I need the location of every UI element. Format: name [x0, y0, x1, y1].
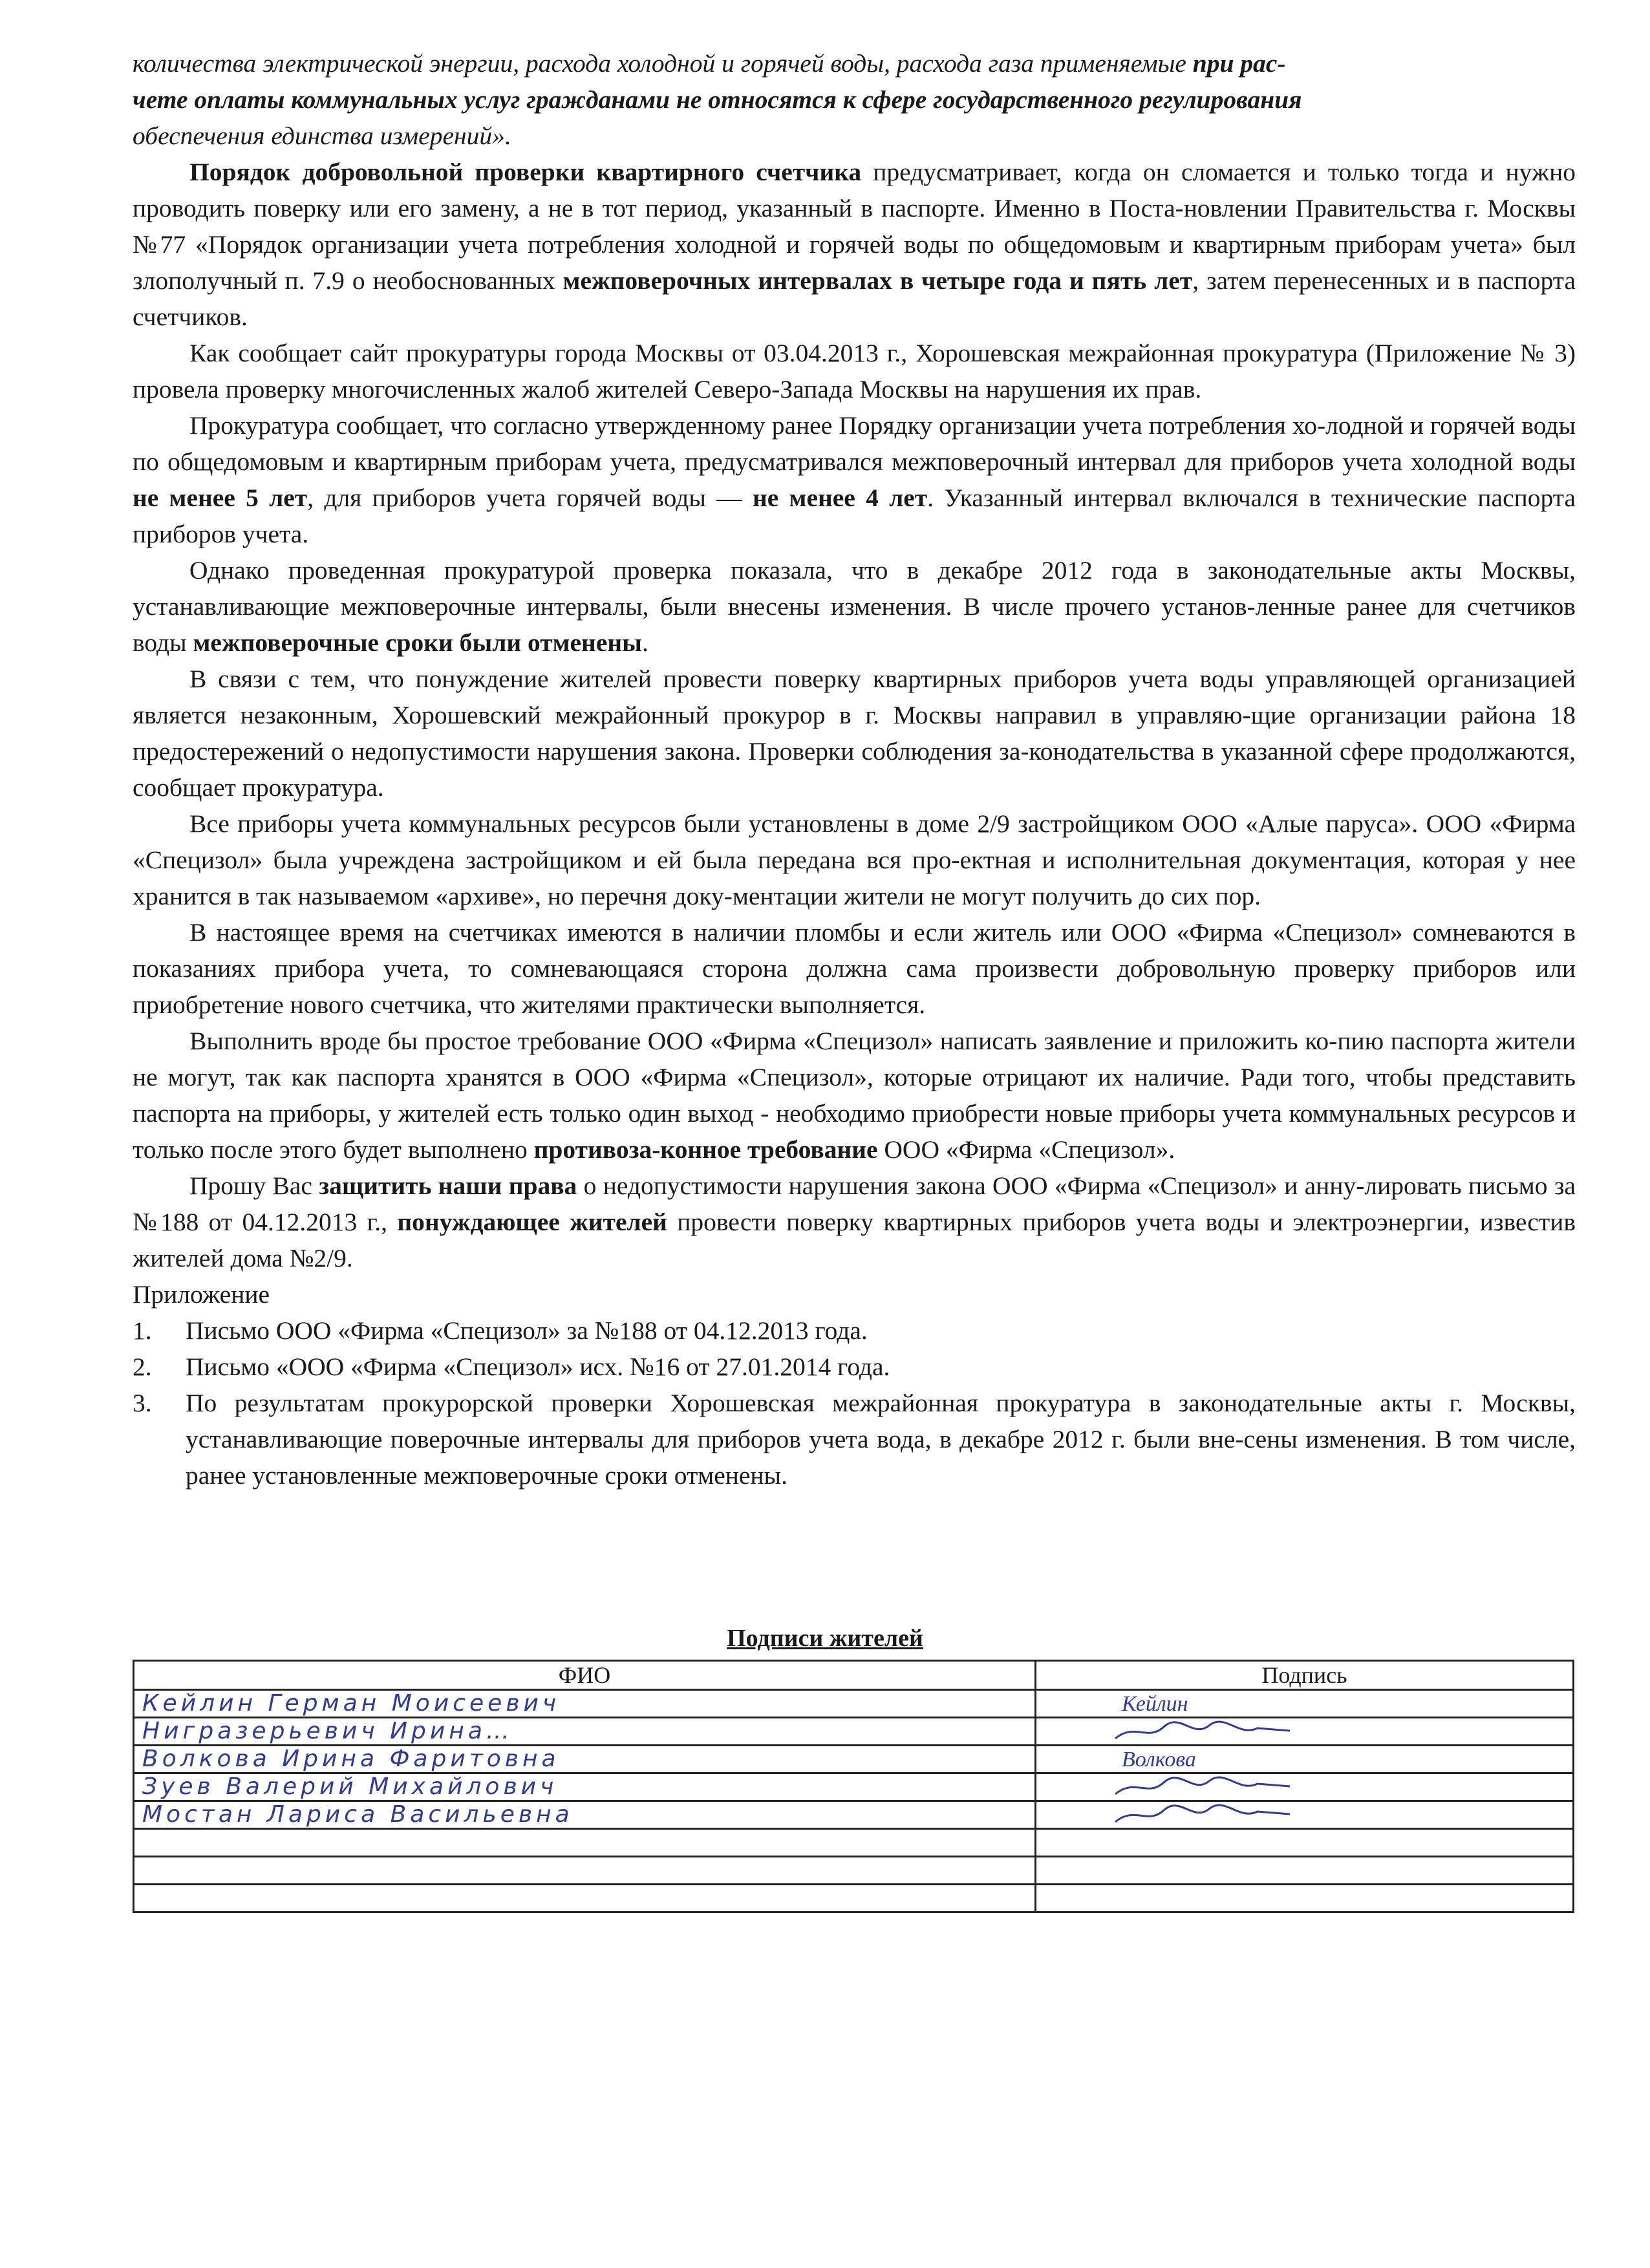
- text-run: не менее 4 лет: [752, 484, 928, 512]
- signature-scribble-icon: [1044, 1719, 1316, 1744]
- appendix-item: [133, 1385, 1576, 1493]
- text-run: Прошу Вас: [189, 1171, 319, 1200]
- signature-text: Волкова: [1122, 1748, 1196, 1771]
- letter-body: [133, 45, 1576, 1493]
- resident-name-handwritten: Зуев Валерий Михайлович: [134, 1773, 1036, 1801]
- header-fio: ФИО: [134, 1661, 1036, 1690]
- resident-name-handwritten: Кейлин Герман Моисеевич: [134, 1690, 1036, 1718]
- text-run: чете оплаты коммунальных услуг гражданами: [133, 85, 676, 114]
- signatures-header-row: [134, 1661, 1574, 1690]
- resident-name-handwritten: Нигразерьевич Ирина…: [134, 1718, 1036, 1746]
- resident-name-handwritten: [134, 1885, 1036, 1912]
- text-run: провести поверку квартирных приборов учета воды и электроэнергии, известив жителей дома №2/9.: [133, 1208, 1576, 1272]
- paragraph: [133, 1168, 1576, 1276]
- signature-row: [134, 1773, 1574, 1801]
- resident-signature: [1036, 1718, 1574, 1746]
- resident-signature: [1036, 1690, 1574, 1718]
- text-run: Как сообщает сайт прокуратуры города Москвы от 03.04.2013 г., Хорошевская межрайонная прокуратура (Приложение № 3) провела проверку многочисленных жалоб жителей Северо-Запада Москвы на нарушения их прав.: [133, 339, 1576, 403]
- signature-row: [134, 1746, 1574, 1773]
- text-run: Порядок добровольной проверки квартирного счетчика: [189, 158, 862, 186]
- signatures-title: Подписи жителей: [727, 1625, 923, 1652]
- appendix-number: 1.: [133, 1316, 152, 1345]
- paragraph: [133, 552, 1576, 661]
- text-run: . Указанный интервал включался в технические паспорта приборов учета.: [133, 484, 1576, 548]
- signature-row: [134, 1857, 1574, 1885]
- paragraph: [133, 661, 1576, 806]
- resident-signature: [1036, 1885, 1574, 1912]
- text-run: .: [641, 628, 648, 657]
- text-run: Выполнить вроде бы простое требование ООО «Фирма «Специзол» написать заявление и приложить ко-пию паспорта жители не могут, так как паспорта хранятся в ООО «Фирма «Специзол», которые отрицают их наличие. Ради того, чтобы представить паспорта на приборы, у жителей есть только один выход - необходимо приобрести новые приборы учета коммунальных ресурсов и только после этого будет выполнено: [133, 1027, 1576, 1164]
- text-run: В связи с тем, что понуждение жителей провести поверку квартирных приборов учета воды управляющей организацией является незаконным, Хорошевский межрайонный прокурор в г. Москвы направил в управляю-щие организации района 18 предостережений о недопустимости нарушения закона. Проверки соблюдения за-конодательства в указанной сфере продолжаются, сообщает прокуратура.: [133, 665, 1576, 802]
- resident-signature: [1036, 1857, 1574, 1885]
- signature-scribble-icon: [1044, 1775, 1316, 1799]
- text-run: межповерочных интервалах в четыре года и пять лет: [562, 266, 1193, 295]
- resident-name-handwritten: [134, 1829, 1036, 1857]
- appendix-list: [133, 1312, 1576, 1493]
- text-run: противоза-конное требование: [533, 1135, 878, 1164]
- appendix-number: 3.: [133, 1389, 152, 1417]
- appendix-text: По результатам прокурорской проверки Хорошевская межрайонная прокуратура в законодательные акты г. Москвы, устанавливающие поверочные интервалы для приборов учета вода, в декабре 2012 г. были вне-сены изменения. В том числе, ранее установленные межповерочные сроки отменены.: [186, 1389, 1576, 1490]
- resident-signature: [1036, 1773, 1574, 1801]
- paragraph: [133, 335, 1576, 407]
- resident-signature: [1036, 1801, 1574, 1829]
- paragraph: [133, 407, 1576, 552]
- text-run: Прокуратура сообщает, что согласно утвержденному ранее Порядку организации учета потребления хо-лодной и горячей воды по общедомовым и квартирным приборам учета, предусматривался межповерочный интервал для приборов учета холодной воды: [133, 411, 1576, 476]
- paragraph: [133, 45, 1576, 81]
- text-run: межповерочные сроки были отменены: [193, 628, 642, 657]
- resident-signature: [1036, 1746, 1574, 1773]
- text-run: обеспечения единства измерений».: [133, 122, 511, 150]
- paragraph: [133, 1023, 1576, 1168]
- signature-row: [134, 1718, 1574, 1746]
- paragraph: [133, 81, 1576, 118]
- text-run: не менее 5 лет: [133, 484, 308, 512]
- appendix-text: Письмо «ООО «Фирма «Специзол» исх. №16 от 27.01.2014 года.: [186, 1353, 890, 1381]
- text-run: , для приборов учета горячей воды —: [307, 484, 753, 512]
- text-run: , затем перенесенных и в паспорта счетчиков.: [133, 266, 1576, 331]
- text-run: предусматривает, когда он сломается и только тогда и нужно проводить поверку или его замену, а не в тот период, указанный в паспорте. Именно в Поста-новлении Правительства г. Москвы №77 «Порядок организации учета потребления холодной и горячей воды по общедомовым и квартирным приборам учета» был злополучный п. 7.9 о необоснованных: [133, 158, 1576, 295]
- text-run: Все приборы учета коммунальных ресурсов были установлены в доме 2/9 застройщиком ООО «Алые паруса». ООО «Фирма «Специзол» была учреждена застройщиком и ей была передана вся про-ектная и исполнительная документация, которая у нее хранится в так называемом «архиве», но перечня доку-ментации жители не могут получить до сих пор.: [133, 809, 1576, 910]
- text-run: Однако проведенная прокуратурой проверка показала, что в декабре 2012 года в законодательные акты Москвы, устанавливающие межповерочные интервалы, были внесены изменения. В числе прочего установ-ленные ранее для счетчиков воды: [133, 556, 1576, 657]
- text-run: понуждающее жителей: [397, 1208, 667, 1236]
- text-run: количества электрической энергии, расхода холодной и горячей воды, расхода газа применяемые: [133, 49, 1193, 78]
- header-signature: Подпись: [1036, 1661, 1574, 1690]
- text-run: ООО «Фирма «Специзол».: [877, 1135, 1175, 1164]
- appendix-title: Приложение: [133, 1280, 270, 1309]
- resident-signature: [1036, 1829, 1574, 1857]
- text-run: при рас-: [1192, 49, 1286, 78]
- signature-row: [134, 1829, 1574, 1857]
- appendix-text: Письмо ООО «Фирма «Специзол» за №188 от 04.12.2013 года.: [186, 1316, 868, 1345]
- text-run: не относятся к сфере государственного регулирования: [676, 85, 1302, 114]
- paragraph: [133, 914, 1576, 1023]
- text-run: защитить наши права: [319, 1171, 577, 1200]
- appendix-number: 2.: [133, 1353, 152, 1381]
- appendix-item: [133, 1349, 1576, 1385]
- signatures-table: [133, 1660, 1574, 1913]
- paragraph: [133, 806, 1576, 914]
- appendix-item: [133, 1312, 1576, 1349]
- resident-name-handwritten: Мостан Лариса Васильевна: [134, 1801, 1036, 1829]
- signature-scribble-icon: [1044, 1803, 1316, 1827]
- text-run: В настоящее время на счетчиках имеются в наличии пломбы и если житель или ООО «Фирма «Специзол» сомневаются в показаниях прибора учета, то сомневающаяся сторона должна сама произвести добровольную проверку приборов или приобретение нового счетчика, что жителями практически выполняется.: [133, 918, 1576, 1019]
- text-run: о недопустимости нарушения закона ООО «Фирма «Специзол» и анну-лировать письмо за №188 от 04.12.2013 г.,: [133, 1171, 1576, 1236]
- signature-row: [134, 1690, 1574, 1718]
- paragraph: [133, 154, 1576, 335]
- resident-name-handwritten: Волкова Ирина Фаритовна: [134, 1746, 1036, 1773]
- paragraph: [133, 118, 1576, 154]
- signature-text: Кейлин: [1122, 1692, 1188, 1716]
- signature-row: [134, 1885, 1574, 1912]
- resident-name-handwritten: [134, 1857, 1036, 1885]
- signature-row: [134, 1801, 1574, 1829]
